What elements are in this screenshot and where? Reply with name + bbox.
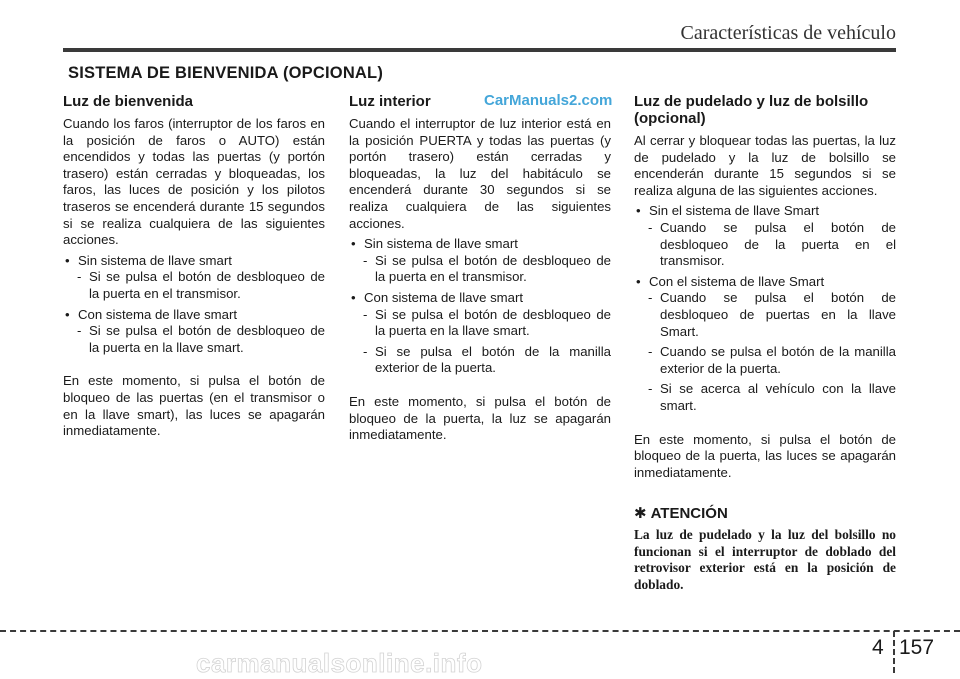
dash-icon: - (648, 219, 653, 235)
dash-item (634, 381, 896, 414)
attention-text: La luz de pudelado y la luz del bolsillo no funcionan si el interruptor de doblado del retrovisor exterior está en la posición de doblado. (634, 527, 896, 593)
bullet-icon: • (65, 306, 70, 322)
dash-icon: - (363, 306, 368, 322)
outro-paragraph: En este momento, si pulsa el botón de bloqueo de la puerta, las luces se apagarán inmediatamente. (634, 431, 896, 480)
footer-rule (0, 630, 960, 632)
dash-icon: - (363, 343, 368, 359)
dash-item (634, 290, 896, 340)
bullet-item (63, 253, 325, 270)
bullet-item (63, 307, 325, 324)
attention-title: ✱ ATENCIÓN (634, 505, 728, 523)
dash-item (349, 253, 611, 286)
bullet-item (634, 274, 896, 291)
intro-paragraph: Cuando los faros (interruptor de los faros en la posición de faros o AUTO) están encendidos y todas las puertas (y portón trasero) están cerradas y bloqueadas, los faros, las luces de posición y los pilotos traseros se encenderá durante 15 segundos si se realiza cualquiera de las siguientes acciones. (63, 116, 325, 248)
dash-text: Cuando se pulsa el botón de la manilla exterior de la puerta. (660, 344, 896, 376)
dash-icon: - (77, 269, 82, 285)
dash-text: Si se pulsa el botón de desbloqueo de la puerta en la llave smart. (375, 306, 611, 339)
dash-text: Si se pulsa el botón de desbloqueo de la puerta en el transmisor. (89, 269, 325, 301)
header-title: Características de vehículo (680, 22, 896, 44)
dash-icon: - (77, 323, 82, 339)
watermark: CarManuals2.com (484, 92, 613, 109)
section-title: SISTEMA DE BIENVENIDA (OPCIONAL) (68, 64, 384, 82)
bullet-text: Sin sistema de llave smart (78, 252, 232, 268)
dash-item (63, 269, 325, 302)
dash-item (349, 344, 611, 377)
header-rule (63, 48, 896, 52)
dash-icon: - (363, 252, 368, 268)
dash-text: Cuando se pulsa el botón de desbloqueo de puertas en la llave Smart. (660, 290, 896, 339)
dash-icon: - (648, 344, 653, 360)
bullet-icon: • (351, 289, 356, 305)
dash-text: Si se pulsa el botón de desbloqueo de la puerta en la llave smart. (89, 323, 325, 355)
bullet-text: Con sistema de llave smart (364, 289, 524, 305)
footer-watermark: carmanualsonline.info (196, 648, 483, 678)
column-puddle-light (634, 93, 896, 594)
bullet-icon: • (65, 252, 70, 268)
bullet-icon: • (636, 203, 641, 219)
chapter-number: 4 (872, 636, 884, 659)
bullet-icon: • (636, 273, 641, 289)
bullet-text: Con sistema de llave smart (78, 306, 238, 322)
dash-icon: - (648, 381, 653, 397)
bullet-text: Sin el sistema de llave Smart (649, 203, 820, 219)
column-heading: Luz interior (349, 93, 431, 110)
column-heading: Luz de pudelado y luz de bolsillo (opcional) (634, 93, 869, 127)
dash-item (63, 323, 325, 356)
dash-text: Si se pulsa el botón de desbloqueo de la puerta en el transmisor. (375, 252, 611, 285)
outro-paragraph: En este momento, si pulsa el botón de bloqueo de las puertas (en el transmisor o en la llave smart), las luces se apagarán inmediatamente. (63, 373, 325, 439)
dash-text: Si se pulsa el botón de la manilla exterior de la puerta. (375, 343, 611, 376)
page-separator (893, 631, 895, 673)
dash-item (634, 344, 896, 377)
dash-item (349, 307, 611, 340)
bullet-item (349, 290, 611, 307)
intro-paragraph: Al cerrar y bloquear todas las puertas, la luz de pudelado y la luz de bolsillo se encenderán durante 15 segundos si se realiza alguna de las siguientes acciones. (634, 133, 896, 198)
column-welcome-light (63, 93, 325, 440)
dash-icon: - (648, 290, 653, 306)
bullet-icon: • (351, 236, 356, 252)
attention-star-icon: ✱ (634, 505, 647, 523)
bullet-item (349, 236, 611, 253)
dash-item (634, 220, 896, 270)
dash-text: Cuando se pulsa el botón de desbloqueo de la puerta en el transmisor. (660, 219, 896, 269)
column-heading: Luz de bienvenida (63, 93, 194, 110)
dash-text: Si se acerca al vehículo con la llave smart. (660, 381, 896, 413)
intro-paragraph: Cuando el interruptor de luz interior está en la posición PUERTA y todas las puertas (y portón trasero) están cerradas y bloqueadas, la luz del habitáculo se encenderá durante 30 segundos si se realiza cualquiera de las siguientes acciones. (349, 116, 611, 231)
page-number: 157 (899, 636, 935, 659)
bullet-text: Sin sistema de llave smart (364, 236, 518, 252)
outro-paragraph: En este momento, si pulsa el botón de bloqueo de la puerta, la luz se apagarán inmediatamente. (349, 393, 611, 443)
bullet-item (634, 203, 896, 220)
column-interior-light (349, 93, 611, 444)
bullet-text: Con el sistema de llave Smart (649, 273, 825, 289)
